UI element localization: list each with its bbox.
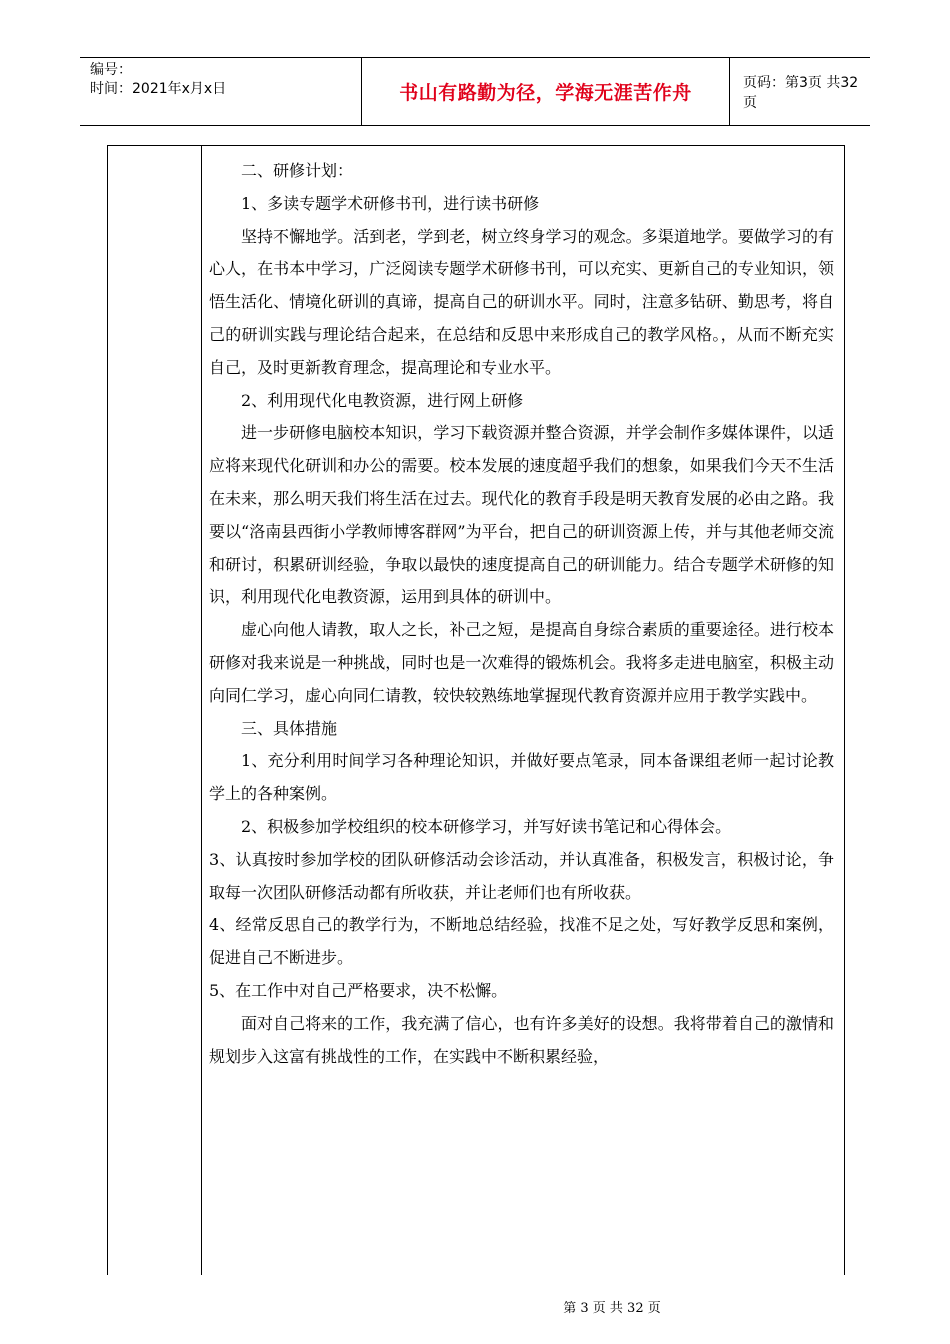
paragraph: 面对自己将来的工作，我充满了信心，也有许多美好的设想。我将带着自己的激情和规划步入这富有挑战性的工作，在实践中不断积累经验，: [209, 1013, 834, 1066]
paragraph: 三、具体措施: [241, 718, 338, 738]
motto-text: 书山有路勤为径，学海无涯苦作舟: [399, 82, 692, 104]
paragraph: 二、研修计划：: [241, 161, 354, 180]
paragraph: 虚心向他人请教，取人之长，补己之短，是提高自身综合素质的重要途径。进行校本研修对我来说是一种挑战，同时也是一次难得的锻炼机会。我将多走进电脑室，积极主动向同仁学习，虚心向同仁请教，较快较熟练地掌握现代教育资源并应用于教学实践中。: [209, 620, 834, 705]
column-divider: [201, 146, 202, 1275]
header-motto-cell: [361, 58, 730, 125]
content-table: [107, 145, 845, 1275]
paragraph: 1、充分利用时间学习各种理论知识，并做好要点笔录，同本备课组老师一起讨论教学上的各种案例。: [209, 751, 834, 804]
number-label: 编号：: [90, 62, 132, 78]
paragraph: 3、认真按时参加学校的团队研修活动会诊活动，并认真准备，积极发言，积极讨论，争取每一次团队研修活动都有所收获，并让老师们也有所收获。: [209, 849, 834, 902]
paragraph: 1、多读专题学术研修书刊，进行读书研修: [241, 193, 540, 213]
paragraph: 2、积极参加学校组织的校本研修学习，并写好读书笔记和心得体会。: [241, 816, 732, 836]
page-footer: 第 3 页 共 32 页: [563, 1301, 661, 1316]
paragraph: 进一步研修电脑校本知识，学习下载资源并整合资源，并学会制作多媒体课件，以适应将来现代化研训和办公的需要。校本发展的速度超乎我们的想象，如果我们今天不生活在未来，那么明天我们将生活在过去。现代化的教育手段是明天教育发展的必由之路。我要以“洛南县西街小学教师博客群网”为平台，把自己的研训资源上传，并与其他老师交流和研讨，积累研训经验，争取以最快的速度提高自己的研训能力。结合专题学术研修的知识，利用现代化电教资源，运用到具体的研训中。: [209, 423, 834, 607]
paragraph: 2、利用现代化电教资源，进行网上研修: [241, 390, 524, 410]
page-header: [80, 57, 870, 126]
paragraph: 5、在工作中对自己严格要求，决不松懈。: [209, 980, 508, 1000]
paragraph: 坚持不懈地学。活到老，学到老，树立终身学习的观念。多渠道地学。要做学习的有心人，在书本中学习，广泛阅读专题学术研修书刊，可以充实、更新自己的专业知识，领悟生活化、情境化研训的真谛，提高自己的研训水平。同时，注意多钻研、勤思考，将自己的研训实践与理论结合起来，在总结和反思中来形成自己的教学风格。，从而不断充实自己，及时更新教育理念，提高理论和专业水平。: [209, 226, 834, 377]
document-body: [209, 155, 834, 1073]
time-label: 时间：2021年x月x日: [90, 81, 227, 97]
header-meta: [90, 61, 280, 99]
header-page-info: 页码：第3页 共32页: [743, 74, 859, 111]
paragraph: 4、经常反思自己的教学行为，不断地总结经验，找准不足之处，写好教学反思和案例，促进自己不断进步。: [209, 915, 834, 968]
